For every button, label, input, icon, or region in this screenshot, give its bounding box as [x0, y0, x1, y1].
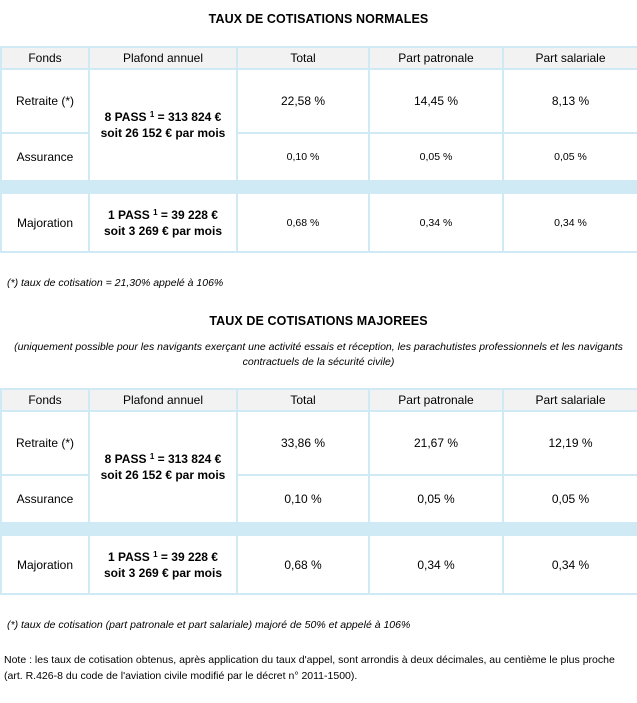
normal-footnote: (*) taux de cotisation = 21,30% appelé à 106%: [7, 277, 224, 289]
header-part-salariale: Part salariale: [503, 47, 637, 69]
header-plafond: Plafond annuel: [89, 47, 237, 69]
salariale-cell: 0,05 %: [503, 475, 637, 523]
spacer-cell: [1, 181, 637, 193]
plafond-cell: [89, 535, 237, 594]
salariale-cell: 8,13 %: [503, 69, 637, 133]
table-header-row: [1, 47, 637, 69]
patronale-cell: 0,05 %: [369, 133, 503, 181]
salariale-cell: 12,19 %: [503, 411, 637, 475]
header-part-salariale: Part salariale: [503, 389, 637, 411]
patronale-cell: 0,34 %: [369, 193, 503, 252]
table-row: [1, 535, 637, 594]
fonds-cell: Assurance: [1, 475, 89, 523]
normal-title: TAUX DE COTISATIONS NORMALES: [208, 12, 429, 26]
plafond-line1: 1 PASS $^1$ = 39 228 €: [108, 207, 218, 222]
normal-rates-table: [0, 46, 637, 253]
rounding-note: Note : les taux de cotisation obtenus, après application du taux d'appel, sont arrondis à deux décimales, au centième le plus proche (art. R.426-8 du code de l'aviation civile modifié par le décret n° 2011-1500).: [4, 654, 615, 682]
fonds-cell: Majoration: [1, 535, 89, 594]
header-plafond: Plafond annuel: [89, 389, 237, 411]
salariale-cell: 0,34 %: [503, 193, 637, 252]
patronale-cell: 14,45 %: [369, 69, 503, 133]
total-cell: 33,86 %: [237, 411, 369, 475]
plafond-line2: soit 26 152 € par mois: [100, 468, 226, 482]
majorees-title: TAUX DE COTISATIONS MAJOREES: [209, 314, 428, 328]
total-cell: 0,10 %: [237, 133, 369, 181]
patronale-cell: 0,34 %: [369, 535, 503, 594]
plafond-line2: soit 3 269 € par mois: [103, 223, 223, 238]
plafond-line1: 1 PASS $^1$ = 39 228 €: [108, 549, 218, 564]
table-row: [1, 193, 637, 252]
header-fonds: Fonds: [1, 389, 89, 411]
total-cell: 22,58 %: [237, 69, 369, 133]
fonds-cell: Assurance: [1, 133, 89, 181]
salariale-cell: 0,34 %: [503, 535, 637, 594]
plafond-line2: soit 26 152 € par mois: [100, 126, 226, 140]
table-header-row: [1, 389, 637, 411]
table-spacer-row: [1, 181, 637, 193]
plafond-cell: [89, 411, 237, 523]
plafond-cell: [89, 193, 237, 252]
fonds-cell: Retraite (*): [1, 411, 89, 475]
header-fonds: Fonds: [1, 47, 89, 69]
table-row: [1, 411, 637, 475]
majorees-footnote: (*) taux de cotisation (part patronale et part salariale) majoré de 50% et appelé à 106%: [7, 619, 411, 631]
header-part-patronale: Part patronale: [369, 389, 503, 411]
total-cell: 0,10 %: [237, 475, 369, 523]
total-cell: 0,68 %: [237, 535, 369, 594]
table-spacer-row: [1, 523, 637, 535]
salariale-cell: 0,05 %: [503, 133, 637, 181]
total-cell: 0,68 %: [237, 193, 369, 252]
plafond-cell: [89, 69, 237, 181]
fonds-cell: Retraite (*): [1, 69, 89, 133]
patronale-cell: 0,05 %: [369, 475, 503, 523]
table-row: [1, 69, 637, 133]
plafond-line1: 8 PASS $^1$ = 313 824 €: [104, 452, 222, 466]
majorees-rates-table: [0, 388, 637, 595]
fonds-cell: Majoration: [1, 193, 89, 252]
header-part-patronale: Part patronale: [369, 47, 503, 69]
header-total: Total: [237, 389, 369, 411]
majorees-subtitle: (uniquement possible pour les navigants exerçant une activité essais et réception, les parachutistes professionnels et les navigants contractuels de la sécurité civile): [14, 341, 623, 368]
plafond-line2: soit 3 269 € par mois: [103, 565, 223, 580]
patronale-cell: 21,67 %: [369, 411, 503, 475]
spacer-cell: [1, 523, 637, 535]
plafond-line1: 8 PASS $^1$ = 313 824 €: [104, 110, 222, 124]
header-total: Total: [237, 47, 369, 69]
